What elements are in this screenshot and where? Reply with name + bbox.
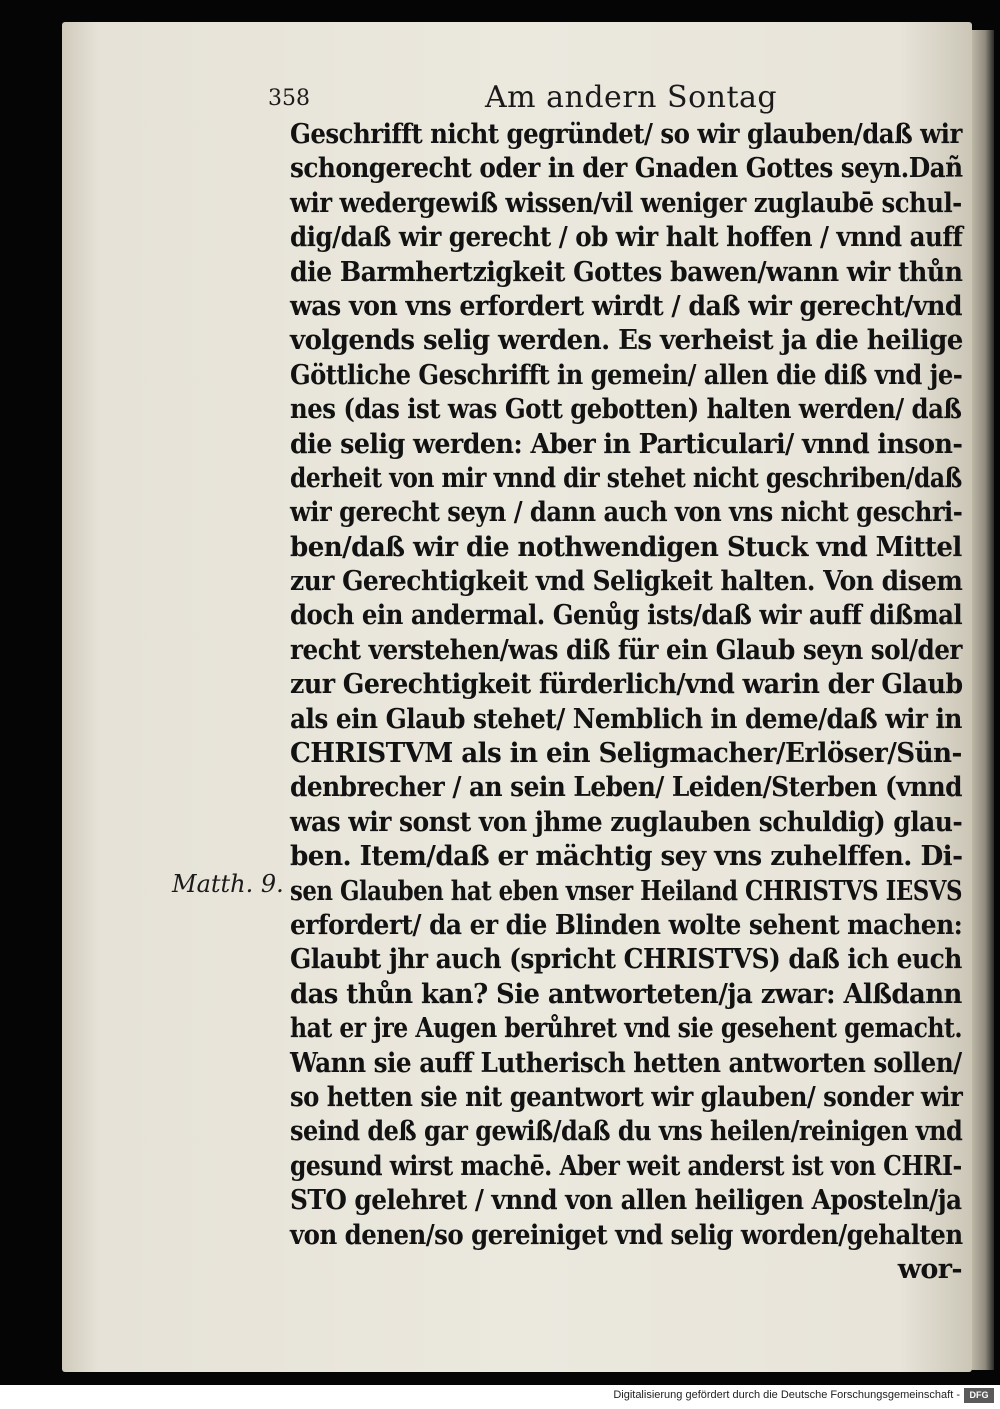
text-line: die Barmhertzigkeit Gottes bawen/wann wir thůn	[290, 256, 963, 288]
text-line: volgends selig werden. Es verheist ja die heilige	[290, 325, 963, 357]
text-line: Wann sie auff Lutherisch hetten antworten sollen/	[290, 1047, 962, 1079]
text-line: gesund wirst machē. Aber weit anderst ist von CHRI-	[290, 1150, 962, 1182]
text-line: ben. Item/daß er mächtig sey vns zuhelffen. Di-	[290, 841, 963, 873]
text-line: so hetten sie nit geantwort wir glauben/ sonder wir	[290, 1081, 963, 1113]
running-head: Am andern Sontag	[485, 80, 778, 115]
text-line: als ein Glaub stehet/ Nemblich in deme/daß wir in	[290, 703, 962, 735]
text-line: das thůn kan? Sie antworteten/ja zwar: Alßdann	[290, 978, 962, 1010]
text-line: hat er jre Augen berůhret vnd sie gesehent gemacht.	[290, 1013, 963, 1045]
margin-note: Matth. 9.	[172, 870, 284, 898]
text-line: schongerecht oder in der Gnaden Gottes seyn.Dañ	[290, 153, 963, 185]
text-line: sen Glauben hat eben vnser Heiland CHRISTVS IESVS	[290, 875, 963, 907]
text-line: CHRISTVM als in ein Seligmacher/Erlöser/Sün-	[290, 738, 962, 770]
text-line: wir wedergewiß wissen/vil weniger zuglaubē schul-	[290, 187, 962, 219]
text-line: zur Gerechtigkeit fürderlich/vnd warin der Glaub	[290, 669, 963, 701]
text-line: wor-	[897, 1253, 962, 1285]
text-line: Glaubt jhr auch (spricht CHRISTVS) daß ich euch	[290, 944, 962, 976]
text-line: wir gerecht seyn / dann auch von vns nicht geschri-	[290, 497, 963, 529]
text-line: nes (das ist was Gott gebotten) halten werden/ daß	[290, 394, 962, 426]
footer-credit: Digitalisierung gefördert durch die Deutsche Forschungsgemeinschaft -	[613, 1389, 960, 1401]
text-line: recht verstehen/was diß für ein Glaub seyn sol/der	[290, 634, 962, 666]
text-line: dig/daß wir gerecht / ob wir halt hoffen / vnnd auff	[290, 222, 963, 254]
text-line: ben/daß wir die nothwendigen Stuck vnd Mittel	[290, 531, 962, 563]
text-line: Göttliche Geschrifft in gemein/ allen die diß vnd je-	[290, 359, 963, 391]
text-line: was wir sonst von jhme zuglauben schuldig) glau-	[290, 806, 963, 838]
text-line: von denen/so gereiniget vnd selig worden/gehalten	[290, 1219, 963, 1251]
body-text	[290, 118, 962, 1287]
text-line: was von vns erfordert wirdt / daß wir gerecht/vnd	[290, 290, 963, 322]
text-line: seind deß gar gewiß/daß du vns heilen/reinigen vnd	[290, 1116, 963, 1148]
page-number: 358	[268, 86, 310, 111]
text-line: derheit von mir vnnd dir stehet nicht geschriben/daß	[290, 462, 962, 494]
text-line: erfordert/ da er die Blinden wolte sehent machen:	[290, 909, 963, 941]
dfg-logo: DFG	[964, 1388, 994, 1403]
page-edge	[972, 30, 994, 1370]
text-line: Geschrifft nicht gegründet/ so wir glauben/daß wir	[290, 119, 962, 150]
text-line: doch ein andermal. Genůg ists/daß wir auff dißmal	[290, 600, 963, 632]
text-line: die selig werden: Aber in Particulari/ vnnd inson-	[290, 428, 963, 460]
text-line: zur Gerechtigkeit vnd Seligkeit halten. Von disem	[290, 566, 963, 598]
text-line: STO gelehret / vnnd von allen heiligen Aposteln/ja	[290, 1185, 962, 1217]
text-line: denbrecher / an sein Leben/ Leiden/Sterben (vnnd	[290, 772, 962, 804]
